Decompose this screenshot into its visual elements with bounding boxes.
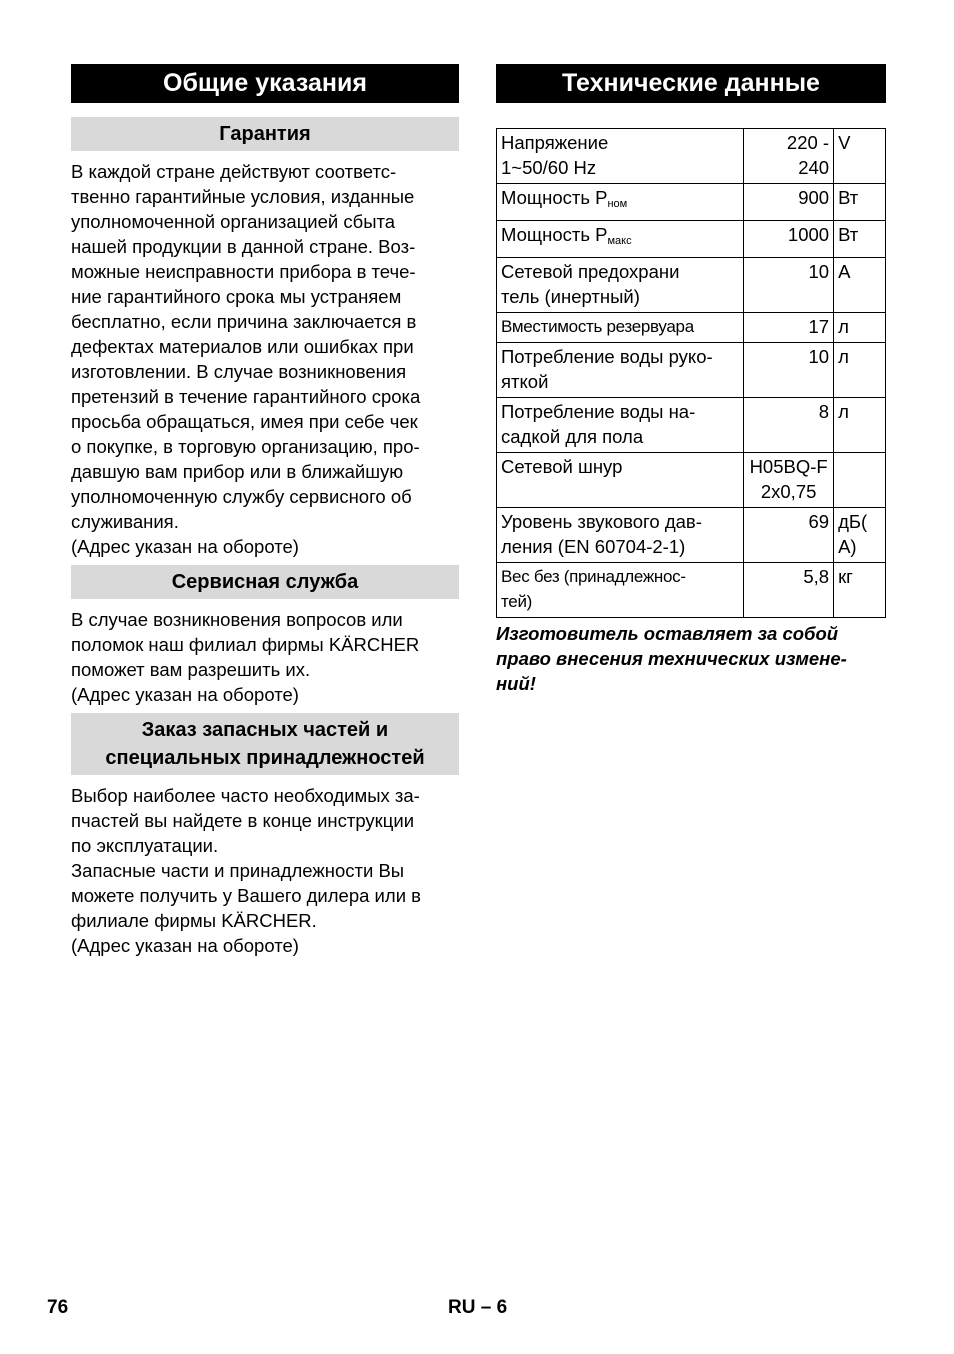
table-row (497, 129, 886, 184)
table-row (497, 258, 886, 313)
subheading-spare-parts: Заказ запасных частей и специальных принадлежностей (71, 713, 459, 775)
spec-name: Вместимость резервуара (497, 313, 744, 343)
spec-unit: л (834, 398, 886, 453)
spec-unit: дБ( A) (834, 508, 886, 563)
spec-value: 220 - 240 (744, 129, 834, 184)
spec-unit: V (834, 129, 886, 184)
subheading-guarantee: Гарантия (71, 117, 459, 151)
spec-name (497, 221, 744, 258)
spec-name-subscript: ном (607, 198, 628, 210)
page-number: 76 (47, 1297, 69, 1318)
spec-name: Потребление воды на- садкой для пола (497, 398, 744, 453)
table-row (497, 221, 886, 258)
spec-unit: A (834, 258, 886, 313)
spec-name (497, 184, 744, 221)
language-page-label: RU – 6 (448, 1297, 508, 1318)
table-row (497, 313, 886, 343)
spec-name: Сетевой шнур (497, 453, 744, 508)
spec-value: 69 (744, 508, 834, 563)
spec-unit: Вт (834, 221, 886, 258)
spec-name: Потребление воды руко- яткой (497, 343, 744, 398)
spec-name-main: Мощность P (501, 224, 608, 245)
spec-unit: кг (834, 563, 886, 618)
spec-unit (834, 453, 886, 508)
subheading-service: Сервисная служба (71, 565, 459, 599)
spec-value: 10 (744, 258, 834, 313)
guarantee-text: В каждой стране действуют соответс- твенно гарантийные условия, изданные уполномоченной организацией сбыта нашей продукции в данной стране. Воз- можные неисправности прибора в тече- ние гарантийного срока мы устраняем бесплатно, если причина заключается в дефектах материалов или ошибках при изготовлении. В случае возникновения претензий в течение гарантийного срока просьба обращаться, имея при себе чек о покупке, в торговую организацию, про- давшую вам прибор или в ближайшую уполномоченную службу сервисного об служивания. (Адрес указан на обороте) (71, 161, 421, 557)
spec-unit: л (834, 343, 886, 398)
table-row (497, 508, 886, 563)
spec-unit: л (834, 313, 886, 343)
spec-value: 5,8 (744, 563, 834, 618)
spec-value: 900 (744, 184, 834, 221)
service-text: В случае возникновения вопросов или поломок наш филиал фирмы KÄRCHER поможет вам разрешить их. (Адрес указан на обороте) (71, 609, 420, 705)
spec-name-main: Мощность P (501, 187, 608, 208)
spec-name: Напряжение 1~50/60 Hz (497, 129, 744, 184)
section-title-tech-data: Технические данные (496, 64, 886, 103)
spec-name: Уровень звукового дав- ления (EN 60704-2-1) (497, 508, 744, 563)
section-title-general: Общие указания (71, 64, 459, 103)
right-column (496, 64, 886, 696)
table-row (497, 563, 886, 618)
spare-parts-text: Выбор наиболее часто необходимых за- пчастей вы найдете в конце инструкции по эксплуатации. Запасные части и принадлежности Вы можете получить у Вашего дилера или в филиале фирмы KÄRCHER. (Адрес указан на обороте) (71, 785, 421, 956)
table-row (497, 453, 886, 508)
spec-value: H05BQ-F 2x0,75 (744, 453, 834, 508)
left-column (71, 64, 459, 958)
spec-name: Вес без (принадлежнос- тей) (497, 563, 744, 618)
manufacturer-note: Изготовитель оставляет за собой право внесения технических измене- ний! (496, 623, 847, 694)
spec-value: 8 (744, 398, 834, 453)
spec-unit: Вт (834, 184, 886, 221)
spec-value: 17 (744, 313, 834, 343)
spec-name-subscript: макс (607, 235, 632, 247)
table-row (497, 398, 886, 453)
table-row (497, 343, 886, 398)
spec-value: 1000 (744, 221, 834, 258)
table-row (497, 184, 886, 221)
spec-value: 10 (744, 343, 834, 398)
spec-name: Сетевой предохрани тель (инертный) (497, 258, 744, 313)
tech-data-table (496, 128, 886, 618)
